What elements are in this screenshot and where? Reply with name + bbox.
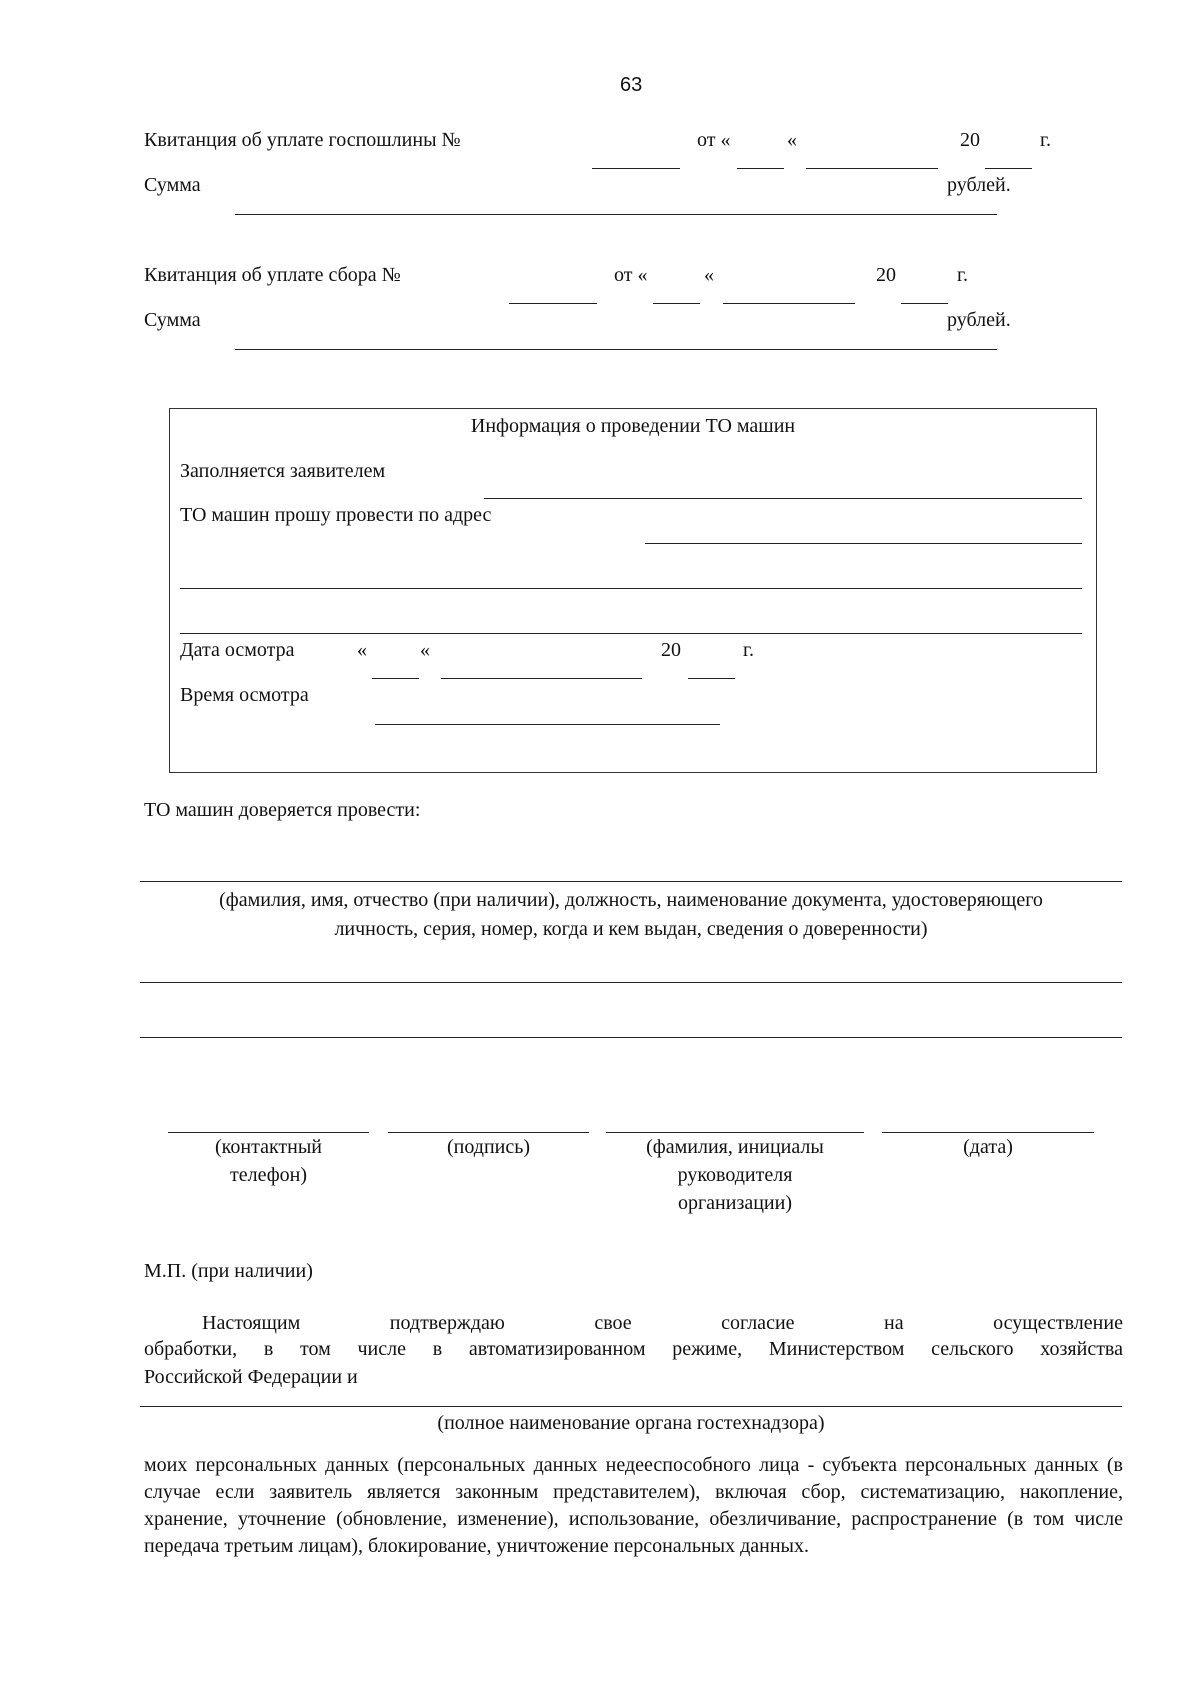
signature-caption: (подпись) <box>446 1136 531 1158</box>
inspection-time-label: Время осмотра <box>180 684 309 706</box>
address-request-label: ТО машин прошу провести по адрес <box>180 504 492 526</box>
director-name-field[interactable] <box>606 1132 864 1133</box>
contact-phone-caption-1: (контактный <box>215 1136 322 1158</box>
inspection-day-field[interactable] <box>372 678 419 679</box>
consent-first-line <box>144 1313 1123 1333</box>
consent-word: на <box>884 1312 904 1334</box>
duty-sum-field[interactable] <box>235 214 997 215</box>
trusted-caption-line2: личность, серия, номер, когда и кем выдан, сведения о доверенности) <box>334 918 928 940</box>
fee-year-field[interactable] <box>901 303 948 304</box>
duty-currency: рублей. <box>947 174 1011 196</box>
sign-date-caption: (дата) <box>963 1136 1013 1158</box>
trusted-extra-field-2[interactable] <box>140 1037 1122 1038</box>
trusted-person-field[interactable] <box>140 881 1122 882</box>
fee-currency: рублей. <box>947 309 1011 331</box>
consent-word: согласие <box>721 1312 795 1334</box>
fee-receipt-quote: « <box>704 264 714 286</box>
duty-month-field[interactable] <box>806 168 938 169</box>
address-field-3[interactable] <box>180 633 1082 634</box>
fee-sum-label: Сумма <box>144 309 201 331</box>
inspection-month-field[interactable] <box>441 678 642 679</box>
consent-body: моих персональных данных (персональных данных недееспособного лица - субъекта персональных данных (в случае если заявитель является законным представителем), включая сбор, систематизацию, накопление, хранение, уточнение (обновление, изменение), использование, обезличивание, распространение (в том числе передача третьим лицам), блокирование, уничтожение персональных данных. <box>144 1454 1123 1557</box>
fee-month-field[interactable] <box>723 303 855 304</box>
consent-word: свое <box>594 1312 632 1334</box>
duty-receipt-label: Квитанция об уплате госпошлины № <box>144 129 461 151</box>
director-name-caption-3: организации) <box>677 1192 793 1214</box>
director-name-caption-1: (фамилия, инициалы <box>646 1136 824 1158</box>
duty-receipt-quote: « <box>787 129 797 151</box>
fee-receipt-year-suffix: г. <box>957 264 968 286</box>
inspection-time-field[interactable] <box>375 724 720 725</box>
duty-receipt-from: от « <box>697 129 731 151</box>
inspection-year-field[interactable] <box>688 678 735 679</box>
consent-line-2: обработки, в том числе в автоматизированном режиме, Министерством сельского хозяйства <box>144 1338 1123 1360</box>
duty-receipt-year-prefix: 20 <box>960 129 980 151</box>
director-name-caption-2: руководителя <box>677 1164 793 1186</box>
applicant-field[interactable] <box>484 498 1082 499</box>
address-field-1[interactable] <box>645 543 1082 544</box>
inspection-box-title: Информация о проведении ТО машин <box>470 415 796 437</box>
trusted-caption-line1: (фамилия, имя, отчество (при наличии), должность, наименование документа, удостоверяющего <box>219 889 1043 911</box>
inspection-date-label: Дата осмотра <box>180 639 295 661</box>
fee-day-field[interactable] <box>653 303 700 304</box>
gostekhnadzor-org-field[interactable] <box>140 1406 1122 1407</box>
fee-receipt-year-prefix: 20 <box>876 264 896 286</box>
date-quote-open: « <box>357 639 367 661</box>
fee-number-field[interactable] <box>509 303 597 304</box>
date-year-suffix: г. <box>743 639 754 661</box>
signature-field[interactable] <box>388 1132 589 1133</box>
filled-by-label: Заполняется заявителем <box>180 460 386 482</box>
duty-day-field[interactable] <box>737 168 784 169</box>
fee-sum-field[interactable] <box>235 349 997 350</box>
consent-word: осуществление <box>993 1312 1123 1334</box>
consent-word: Настоящим <box>202 1312 301 1334</box>
stamp-label: М.П. (при наличии) <box>144 1260 313 1282</box>
duty-sum-label: Сумма <box>144 174 201 196</box>
address-field-2[interactable] <box>180 588 1082 589</box>
trusted-label: ТО машин доверяется провести: <box>144 799 421 821</box>
trusted-extra-field-1[interactable] <box>140 982 1122 983</box>
duty-number-field[interactable] <box>592 168 680 169</box>
page-number: 63 <box>620 74 643 96</box>
fee-receipt-label: Квитанция об уплате сбора № <box>144 264 401 286</box>
contact-phone-field[interactable] <box>168 1132 369 1133</box>
fee-receipt-from: от « <box>614 264 648 286</box>
contact-phone-caption-2: телефон) <box>229 1164 308 1186</box>
consent-line-3: Российской Федерации и <box>144 1366 358 1388</box>
date-year-prefix: 20 <box>661 639 681 661</box>
gostekhnadzor-org-caption: (полное наименование органа гостехнадзора) <box>437 1412 825 1434</box>
sign-date-field[interactable] <box>882 1132 1094 1133</box>
duty-receipt-year-suffix: г. <box>1040 129 1051 151</box>
duty-year-field[interactable] <box>985 168 1032 169</box>
date-quote-close: « <box>420 639 430 661</box>
consent-word: подтверждаю <box>389 1312 505 1334</box>
